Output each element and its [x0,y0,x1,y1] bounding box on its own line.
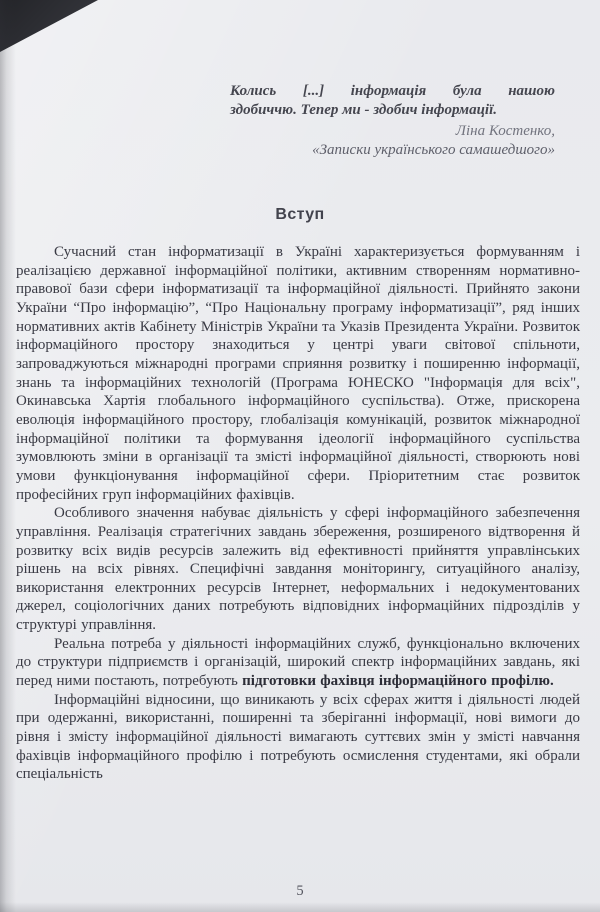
epigraph-quote-line-1: Колись [...] інформація була нашою [230,83,555,99]
page-title: Вступ [275,206,325,223]
body-text [16,243,580,784]
scan-bottom-shadow [0,902,600,912]
epigraph [230,82,555,160]
scan-edge-shadow [0,0,16,912]
body-paragraph-1: Сучасний стан інформатизації в Україні характеризується формуванням і реалізацією державної інформаційної політики, активним створенням нормативно-правової бази сфери інформатизації та інформаційної діяльності. Прийнято закони України “Про інформацію”, “Про Національну програму інформатизації”, ряд інших нормативних актів Кабінету Міністрів України та Указів Президента України. Розвиток інформаційного простору знаходиться у центрі уваги світової спільноти, запроваджуються міжнародні програми сприяння розвитку і поширенню інформації, знань та інформаційних технологій (Програма ЮНЕСКО "Інформація для всіх", Окинавська Хартія глобального інформаційного суспільства). Отже, прискорена еволюція інформаційного простору, глобалізація комунікацій, розвиток міжнародної інформаційної політики та формування ідеології інформаційного суспільства зумовлюють зміни в організації та змісті інформаційної діяльності, створюють нові умови функціонування інформаційної сфери. Пріоритетним стає розвиток професійних груп інформаційних фахівців. [16,244,580,503]
epigraph-source: «Записки українського самашедшого» [312,142,555,158]
page-number: 5 [296,883,304,899]
body-paragraph-3 [16,635,580,691]
epigraph-author: Ліна Костенко, [455,123,555,139]
body-paragraph-2: Особливого значення набуває діяльність у сфері інформаційного забезпечення управління. Реалізація стратегічних завдань збереження, розширеного відтворення й розвитку всіх видів ресурсів залежить від ефективності прийняття управлінських рішень на всіх рівнях. Специфічні завдання моніторингу, ситуаційного аналізу, використання електронних ресурсів Інтернет, неформальних і недокументованих джерел, соціологічних даних потребують відповідних інформаційних підрозділів у структурі управління. [16,505,580,634]
body-paragraph-3-text: Реальна потреба у діяльності інформаційних служб, функціонально включених до структури підприємств і організацій, широкий спектр інформаційних завдань, які перед ними постають, потребують [16,635,580,690]
epigraph-quote-line-2: здобиччю. Тепер ми - здобич інформації. [230,102,497,118]
body-paragraph-4: Інформаційні відносини, що виникають у всіх сферах життя і діяльності людей при одержанні, використанні, поширенні та зберіганні інформації, нові вимоги до рівня і змісту інформаційної діяльності вимагають суттєвих змін у змісті навчання фахівців інформаційного профілю і потребують осмислення студентами, які обрали спеціальність [16,691,580,783]
body-paragraph-3-bold-phrase: підготовки фахівця інформаційного профілю. [242,673,554,690]
